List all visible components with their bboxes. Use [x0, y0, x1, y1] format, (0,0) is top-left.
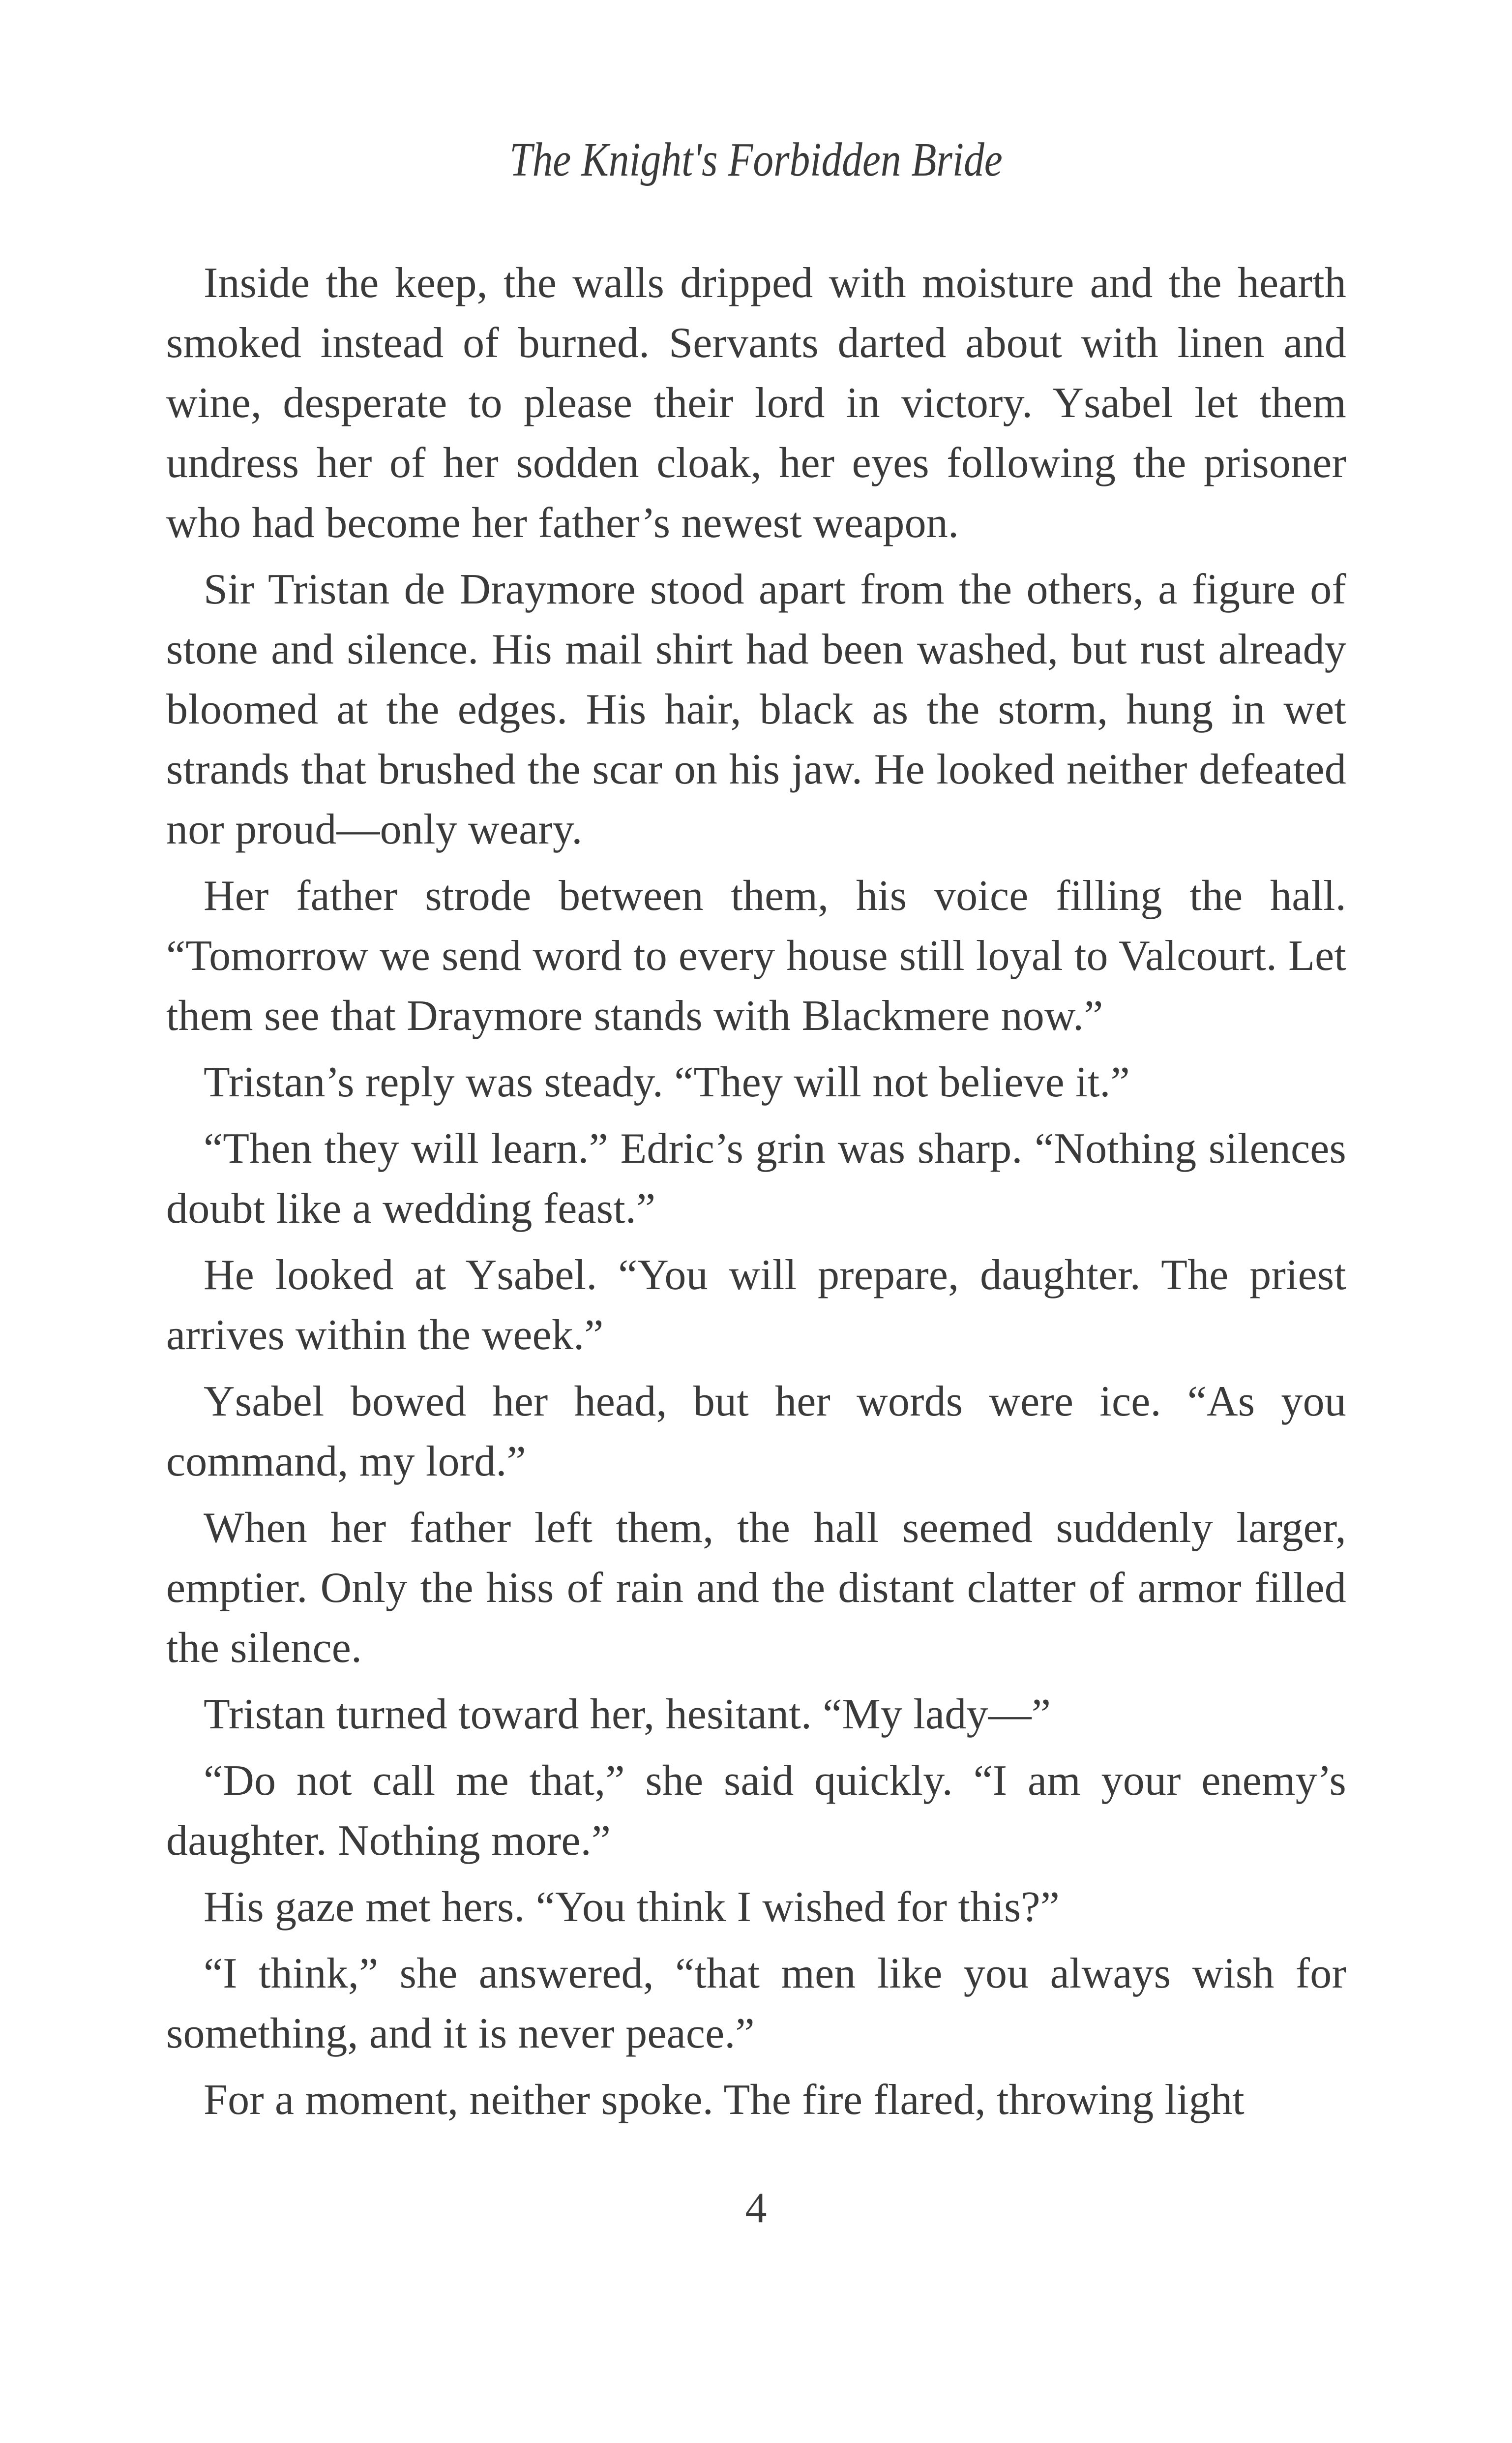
running-title: The Knight's Forbidden Bride	[509, 133, 1003, 186]
paragraph: Ysabel bowed her head, but her words were ice. “As you command, my lord.”	[166, 1378, 1346, 1485]
paragraph: For a moment, neither spoke. The fire flared, throwing light	[204, 2076, 1245, 2124]
paragraph: Sir Tristan de Draymore stood apart from the others, a figure of stone and silence. His mail shirt had been washed, but rust already bloomed at the edges. His hair, black as the storm, hung in wet strands that brushed the scar on his jaw. He looked neither defeated nor proud—only weary.	[166, 566, 1346, 853]
paragraph: “Do not call me that,” she said quickly. “I am your enemy’s daughter. Nothing more.”	[166, 1757, 1346, 1865]
paragraph: Tristan’s reply was steady. “They will not believe it.”	[204, 1058, 1130, 1106]
body-text	[166, 253, 1346, 2130]
paragraph: Her father strode between them, his voice filling the hall. “Tomorrow we send word to every house still loyal to Valcourt. Let them see that Draymore stands with Blackmere now.”	[166, 872, 1346, 1040]
page-number: 4	[745, 2184, 767, 2232]
paragraph: “I think,” she answered, “that men like you always wish for something, and it is never peace.”	[166, 1950, 1346, 2057]
paragraph: When her father left them, the hall seemed suddenly larger, emptier. Only the hiss of rain and the distant clatter of armor filled the silence.	[166, 1504, 1346, 1672]
paragraph: Inside the keep, the walls dripped with moisture and the hearth smoked instead of burned. Servants darted about with linen and wine, desperate to please their lord in victory. Ysabel let them undress her of her sodden cloak, her eyes following the prisoner who had become her father’s newest weapon.	[166, 259, 1346, 547]
paragraph: He looked at Ysabel. “You will prepare, daughter. The priest arrives within the week.”	[166, 1251, 1346, 1359]
paragraph: Tristan turned toward her, hesitant. “My lady—”	[204, 1690, 1051, 1738]
paragraph: His gaze met hers. “You think I wished for this?”	[204, 1883, 1060, 1931]
paragraph: “Then they will learn.” Edric’s grin was sharp. “Nothing silences doubt like a wedding feast.”	[166, 1125, 1346, 1233]
